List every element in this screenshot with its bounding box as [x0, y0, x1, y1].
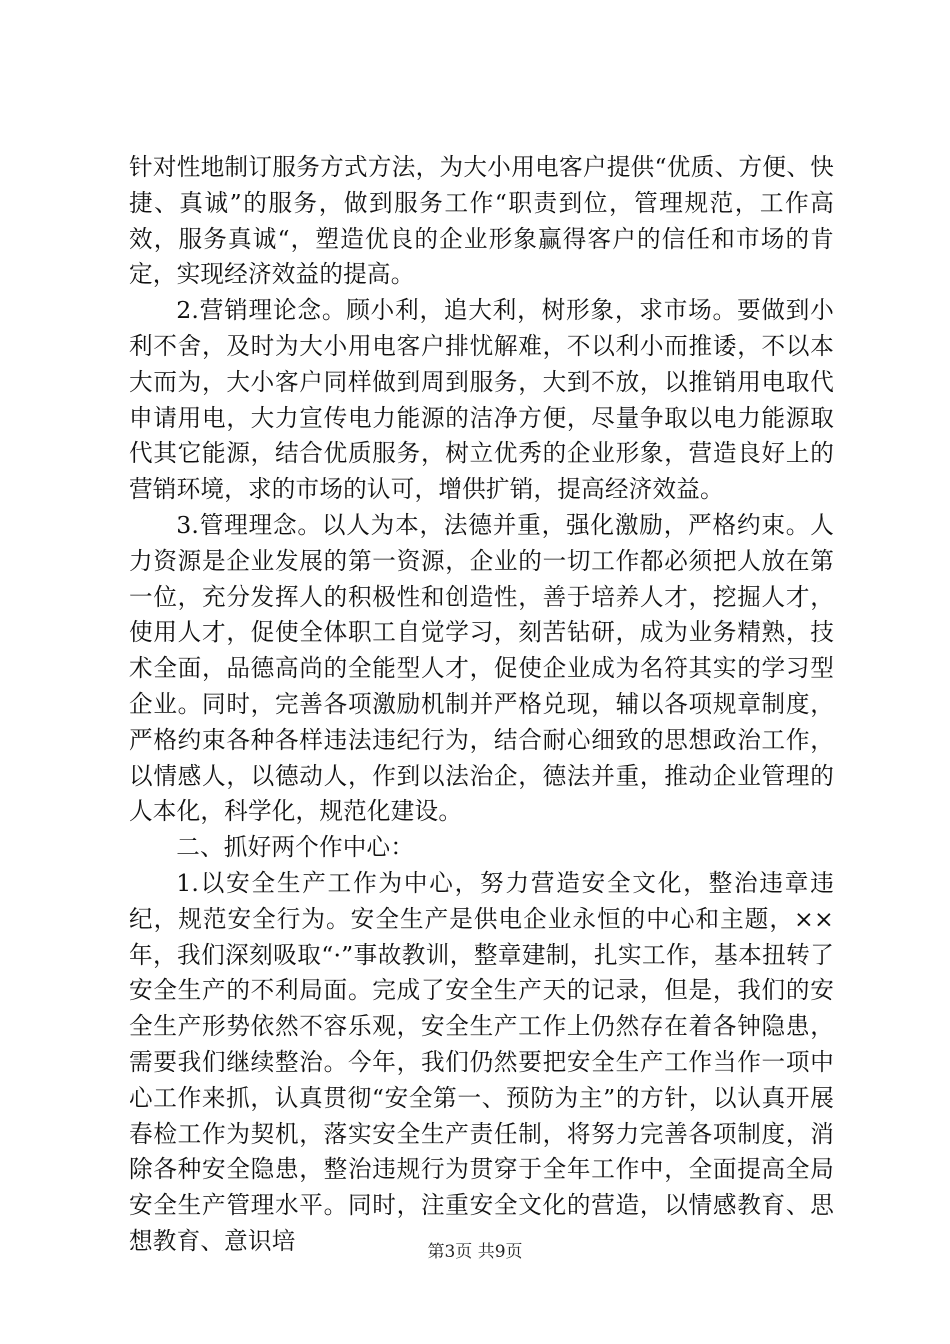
section-heading: 二、抓好两个作中心：: [176, 833, 415, 862]
document-body: [129, 150, 834, 1260]
paragraph-continuation: 针对性地制订服务方式方法，为大小用电客户提供“优质、方便、快捷、真诚”的服务，做到服务工作“职责到位，管理规范，工作高效，服务真诚“，塑造优良的企业形象赢得客户的信任和市场的肯定，实现经济效益的提高。: [129, 153, 834, 289]
page-number-footer: 第3页 共9页: [427, 1242, 523, 1262]
paragraph-marketing-concept: 2.营销理论念。顾小利，追大利，树形象，求市场。要做到小利不舍，及时为大小用电客户排忧解难，不以利小而推诿，不以本大而为，大小客户同样做到周到服务，大到不放，以推销用电取代申请用电，大力宣传电力能源的洁净方便，尽量争取以电力能源取代其它能源，结合优质服务，树立优秀的企业形象，营造良好上的营销环境，求的市场的认可，增供扩销，提高经济效益。: [129, 296, 834, 504]
paragraph-safety-production: 1.以安全生产工作为中心，努力营造安全文化，整治违章违纪，规范安全行为。安全生产是供电企业永恒的中心和主题，××年，我们深刻吸取“·”事故教训，整章建制，扎实工作，基本扭转了安全生产的不利局面。完成了安全生产天的记录，但是，我们的安全生产形势依然不容乐观，安全生产工作上仍然存在着各钟隐患，需要我们继续整治。今年，我们仍然要把安全生产工作当作一项中心工作来抓，认真贯彻“安全第一、预防为主”的方针，以认真开展春检工作为契机，落实安全生产责任制，将努力完善各项制度，消除各种安全隐患，整治违规行为贯穿于全年工作中，全面提高全局安全生产管理水平。同时，注重安全文化的营造，以情感教育、思想教育、意识培: [129, 868, 834, 1255]
paragraph-management-concept: 3.管理理念。以人为本，法德并重，强化激励，严格约束。人力资源是企业发展的第一资源，企业的一切工作都必须把人放在第一位，充分发挥人的积极性和创造性，善于培养人才，挖掘人才，使用人才，促使全体职工自觉学习，刻苦钻研，成为业务精熟，技术全面，品德高尚的全能型人才，促使企业成为名符其实的学习型企业。同时，完善各项激励机制并严格兑现，辅以各项规章制度，严格约束各种各样违法违纪行为，结合耐心细致的思想政治工作，以情感人，以德动人，作到以法治企，德法并重，推动企业管理的人本化，科学化，规范化建设。: [129, 510, 834, 826]
